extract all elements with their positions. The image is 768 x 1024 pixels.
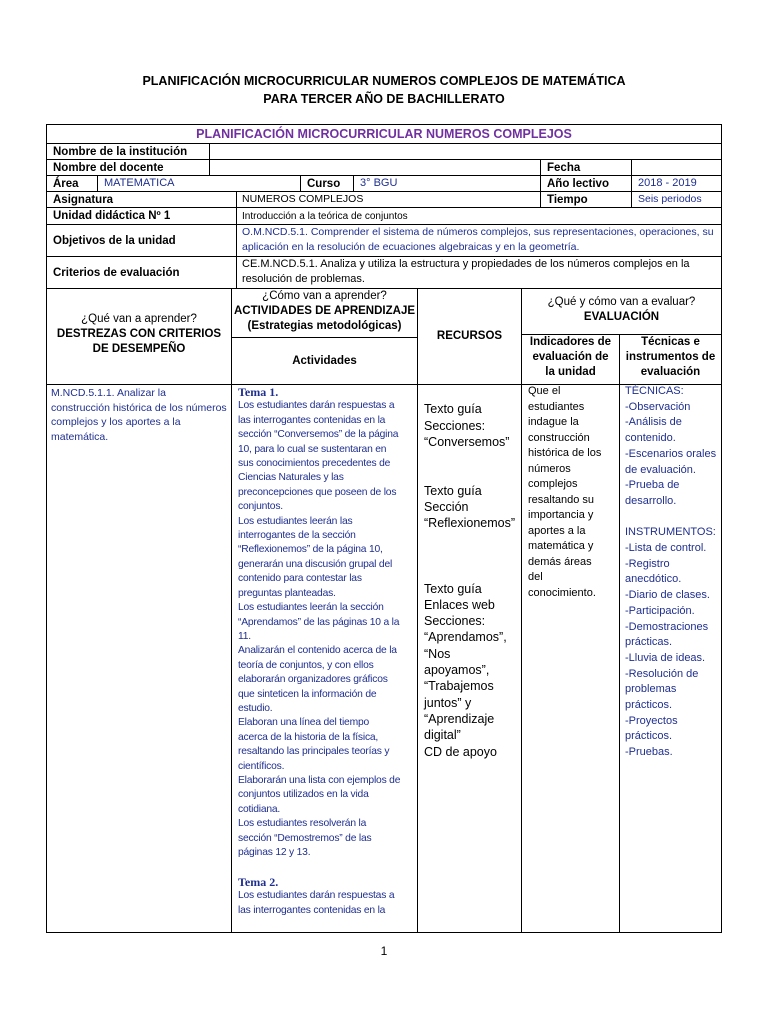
- resource-line: [424, 532, 517, 548]
- indicator-line: conocimiento.: [528, 586, 596, 599]
- resource-line: Enlaces web: [424, 597, 495, 612]
- skills-line: M.NCD.5.1.1. Analizar la: [51, 387, 166, 399]
- skills-column: [47, 384, 231, 931]
- resource-line: “Trabajemos: [424, 679, 494, 694]
- table-title: PLANIFICACIÓN MICROCURRICULAR NUMEROS COMPLEJOS: [196, 127, 572, 141]
- evaluation-header: [522, 295, 721, 334]
- indicators-header-line: Indicadores de: [529, 336, 612, 348]
- technique-line: prácticos.: [625, 730, 673, 743]
- technique-line: -Resolución de: [625, 667, 699, 680]
- subject-value: NUMEROS COMPLEJOS: [242, 193, 364, 205]
- activity-line: Ciencias Naturales y las: [238, 472, 344, 484]
- activity-line: interrogantes de la sección: [238, 530, 356, 542]
- technique-line: -Escenarios orales: [625, 447, 717, 460]
- resource-line: digital”: [424, 728, 461, 743]
- technique-line: de evaluación.: [625, 463, 696, 476]
- activity-line: cotidiana.: [238, 803, 281, 815]
- technique-line: -Lista de control.: [625, 542, 707, 555]
- activities-question: ¿Cómo van a aprender?: [262, 290, 387, 302]
- resource-line: [424, 564, 517, 580]
- activity-line: preconcepciones que poseen de los: [238, 486, 397, 498]
- page-number: 1: [380, 944, 388, 958]
- table-border-right: [721, 124, 722, 933]
- activity-line: sección “Conversemos” de la página: [238, 429, 399, 441]
- indicator-line: del: [528, 571, 543, 583]
- indicator-line: Que el: [528, 385, 561, 397]
- activity-line: sección “Demostremos” de las: [238, 832, 372, 844]
- activity-line: Analizarán el contenido acerca de la: [238, 645, 397, 657]
- technique-line: desarrollo.: [625, 494, 677, 507]
- activity-line: teoría de conjuntos, y con ellos: [238, 659, 374, 671]
- activity-line: conjuntos utilizados en la vida: [238, 789, 369, 801]
- activity-line: Elaborarán una lista con ejemplos de: [238, 774, 401, 786]
- resource-line: [424, 466, 517, 482]
- indicators-header: [522, 335, 619, 384]
- skills-title-line: DESTREZAS CON CRITERIOS: [56, 328, 222, 340]
- activity-line: elaborarán organizadores gráficos: [238, 674, 388, 686]
- activity-line: páginas 12 y 13.: [238, 847, 311, 858]
- document-title-line-2: PARA TERCER AÑO DE BACHILLERATO: [263, 92, 505, 106]
- evaluation-question: ¿Qué y cómo van a evaluar?: [547, 296, 696, 308]
- resource-line: “Aprendizaje: [424, 711, 495, 726]
- activity-line: contenido para contestar las: [238, 573, 362, 585]
- evaluation-title: EVALUACIÓN: [583, 311, 660, 323]
- techniques-header-line: instrumentos de: [625, 351, 716, 363]
- activity-line: conjuntos.: [238, 501, 283, 513]
- technique-line: prácticas.: [625, 636, 673, 649]
- activity-line: Los estudiantes leerán las: [238, 515, 353, 527]
- resource-line: Secciones:: [424, 614, 486, 629]
- indicator-line: números: [528, 462, 571, 475]
- technique-line: problemas: [625, 683, 677, 696]
- techniques-header-line: Técnicas e: [641, 336, 700, 348]
- technique-line: -Diario de clases.: [625, 589, 710, 602]
- skills-line: construcción histórica de los números: [51, 401, 227, 414]
- activities-header: [232, 289, 417, 337]
- course-value: 3° BGU: [360, 177, 398, 189]
- time-label: Tiempo: [547, 193, 588, 206]
- resource-line: “Reflexionemos”: [424, 516, 516, 531]
- objectives-label: Objetivos de la unidad: [53, 234, 176, 247]
- activity-line: Tema 2.: [238, 874, 279, 889]
- indicator-line: resaltando su: [528, 493, 595, 506]
- table-border-bottom: [46, 932, 722, 933]
- document-title-line-1: PLANIFICACIÓN MICROCURRICULAR NUMEROS COMPLEJOS DE MATEMÁTICA: [142, 74, 626, 88]
- institution-label: Nombre de la institución: [53, 145, 188, 158]
- indicator-line: aportes a la: [528, 524, 586, 537]
- resource-line: CD de apoyo: [424, 744, 497, 759]
- activity-line: estudio.: [238, 702, 273, 714]
- course-label: Curso: [307, 177, 341, 190]
- activities-column: [232, 384, 417, 931]
- strategies-subtitle: (Estrategias metodológicas): [247, 320, 402, 332]
- activity-line: Tema 1.: [238, 385, 279, 399]
- indicator-line: histórica de los: [528, 447, 602, 459]
- indicators-header-line: evaluación de: [532, 351, 609, 363]
- technique-line: -Observación: [625, 400, 691, 413]
- activity-line: acerca de la historia de la física,: [238, 731, 379, 743]
- activity-line: las interrogantes contenidas en la: [238, 414, 386, 426]
- techniques-header: [620, 335, 721, 384]
- objectives-line: O.M.NCD.5.1. Comprender el sistema de números complejos, sus representaciones, operaciones, su: [242, 226, 714, 238]
- activity-line: sus conocimientos precedentes de: [238, 458, 391, 470]
- resource-line: apoyamos”,: [424, 663, 490, 678]
- technique-line: -Pruebas.: [625, 746, 673, 759]
- activities-subheader: Actividades: [292, 354, 357, 367]
- resource-line: Texto guía: [424, 581, 482, 596]
- indicator-line: demás áreas: [528, 555, 592, 568]
- resource-line: Texto guía: [424, 402, 482, 417]
- date-value: [632, 160, 721, 175]
- activity-line: “Reflexionemos” de la página 10,: [238, 544, 383, 556]
- activity-line: resaltando las principales teorías y: [238, 746, 390, 758]
- activity-line: generarán una discusión grupal del: [238, 558, 393, 570]
- date-label: Fecha: [547, 161, 581, 174]
- technique-line: -Prueba de: [625, 479, 680, 492]
- indicator-line: construcción: [528, 431, 590, 444]
- resource-line: juntos” y: [424, 695, 472, 710]
- technique-line: prácticos.: [625, 699, 673, 712]
- area-label: Área: [53, 177, 79, 190]
- technique-line: TÉCNICAS:: [625, 385, 684, 397]
- objectives-line: aplicación en la resolución de ecuaciones algebraicas y en la geometría.: [242, 241, 580, 253]
- technique-line: [625, 510, 718, 526]
- indicators-column: [522, 384, 619, 931]
- resource-line: “Nos: [424, 646, 451, 661]
- school-year-label: Año lectivo: [547, 177, 609, 190]
- technique-line: -Participación.: [625, 604, 695, 617]
- activity-line: [238, 860, 412, 874]
- activity-line: 10, para lo cual se sustentaran en: [238, 443, 387, 455]
- activity-line: que sinteticen la información de: [238, 688, 377, 700]
- indicator-line: estudiantes: [528, 400, 585, 413]
- skills-question: ¿Qué van a aprender?: [81, 313, 197, 325]
- technique-line: -Análisis de: [625, 416, 682, 429]
- criteria-line: CE.M.NCD.5.1. Analiza y utiliza la estructura y propiedades de los números complejos en la: [242, 258, 690, 270]
- criteria-value: [237, 257, 721, 288]
- resource-line: [424, 450, 517, 466]
- resource-line: [424, 385, 517, 401]
- resource-line: “Conversemos”: [424, 434, 510, 449]
- resource-line: Secciones:: [424, 418, 486, 433]
- subject-label: Asignatura: [53, 193, 114, 206]
- activity-line: Elaboran una línea del tiempo: [238, 717, 370, 729]
- school-year-value: 2018 - 2019: [638, 177, 697, 189]
- technique-line: contenido.: [625, 432, 676, 445]
- objectives-value: [237, 225, 721, 256]
- indicator-line: matemática y: [528, 540, 594, 552]
- resources-header: RECURSOS: [436, 330, 503, 342]
- activity-line: Los estudiantes resolverán la: [238, 818, 367, 830]
- technique-line: -Lluvia de ideas.: [625, 651, 706, 664]
- techniques-column: [620, 384, 721, 931]
- criteria-line: resolución de problemas.: [242, 273, 365, 285]
- resource-line: Texto guía: [424, 483, 482, 498]
- skills-line: matemática.: [51, 430, 109, 443]
- skills-header: [47, 312, 231, 384]
- teacher-value: [210, 160, 540, 175]
- technique-line: -Registro: [625, 557, 670, 570]
- activity-line: “Aprendamos” de las páginas 10 a la: [238, 616, 400, 628]
- activity-line: preguntas planteadas.: [238, 587, 336, 599]
- resource-line: Sección: [424, 500, 469, 515]
- activity-line: Los estudiantes darán respuestas a: [238, 400, 395, 412]
- technique-line: -Proyectos: [625, 714, 678, 727]
- technique-line: anecdótico.: [625, 573, 682, 586]
- activity-line: las interrogantes contenidas en la: [238, 904, 386, 916]
- unit-label: Unidad didáctica Nº 1: [53, 210, 171, 222]
- activity-line: Los estudiantes darán respuestas a: [238, 890, 395, 902]
- skills-line: complejos y los aportes a la: [51, 416, 181, 428]
- indicators-header-line: la unidad: [545, 366, 596, 378]
- resource-line: “Aprendamos”,: [424, 630, 507, 645]
- unit-value: Introducción a la teórica de conjuntos: [242, 210, 408, 222]
- time-value: Seis periodos: [638, 193, 702, 205]
- area-value: MATEMATICA: [104, 177, 175, 189]
- resources-column: [418, 385, 521, 931]
- teacher-label: Nombre del docente: [53, 161, 164, 174]
- criteria-label: Criterios de evaluación: [53, 266, 180, 279]
- activity-line: científicos.: [238, 760, 285, 772]
- activity-line: 11.: [238, 630, 251, 642]
- technique-line: -Demostraciones: [625, 620, 709, 633]
- skills-title-line: DE DESEMPEÑO: [92, 343, 186, 355]
- activities-title: ACTIVIDADES DE APRENDIZAJE: [233, 305, 416, 317]
- indicator-line: complejos: [528, 478, 578, 490]
- technique-line: INSTRUMENTOS:: [625, 526, 716, 539]
- resource-line: [424, 548, 517, 564]
- indicator-line: importancia y: [528, 509, 594, 521]
- indicator-line: indague la: [528, 416, 579, 428]
- activity-line: Los estudiantes leerán la sección: [238, 602, 384, 614]
- techniques-header-line: evaluación: [640, 366, 701, 378]
- institution-value: [210, 144, 721, 159]
